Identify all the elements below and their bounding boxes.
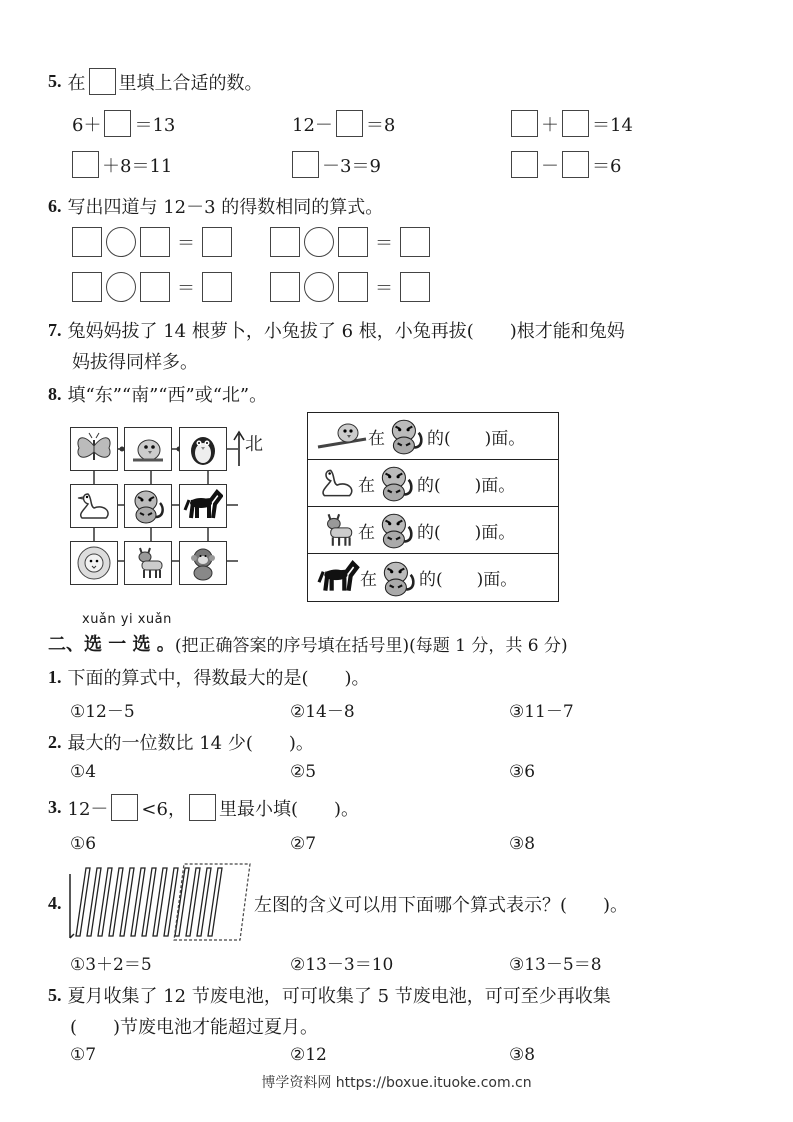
eq-text: ＝14 (592, 114, 633, 136)
question-number: 8. (48, 383, 62, 404)
section2-heading (48, 630, 568, 656)
question-number: 5. (48, 984, 62, 1005)
s2q4-text (254, 891, 628, 917)
answer-box (189, 794, 216, 821)
answer-blank[interactable]: 的( )面。 (417, 522, 516, 543)
operator-circle[interactable] (106, 272, 136, 302)
prompt-text: 兔妈妈拔了 14 根萝卜，小兔拔了 6 根，小兔再拔( )根才能和兔妈 (67, 321, 625, 342)
section-note: (把正确答案的序号填在括号里)(每题 1 分，共 6 分) (174, 635, 568, 656)
north-label: 北 (245, 434, 263, 455)
prompt-text: 在 (67, 72, 86, 94)
goose-icon (70, 484, 118, 528)
option-3[interactable]: ③13－5＝8 (509, 955, 602, 975)
prompt-text: 下面的算式中，得数最大的是( )。 (67, 668, 370, 689)
q6-eq-3 (69, 272, 235, 302)
answer-blank[interactable]: 的( )面。 (427, 428, 526, 449)
answer-box[interactable] (202, 272, 232, 302)
question-number: 2. (48, 731, 62, 752)
option-2[interactable]: ②5 (290, 762, 317, 782)
operator-circle[interactable] (106, 227, 136, 257)
q6-eq-4 (267, 272, 433, 302)
prompt-text: 里最小填( )。 (218, 798, 359, 820)
prompt-text: 妈拔得同样多。 (72, 352, 198, 373)
goat-icon (316, 510, 358, 550)
answer-box[interactable] (562, 151, 589, 178)
answer-box[interactable] (270, 272, 300, 302)
answer-box[interactable] (292, 151, 319, 178)
horse-icon (179, 484, 227, 528)
monkey-icon (179, 541, 227, 585)
answer-box[interactable] (511, 151, 538, 178)
prompt-text: 12－ (67, 798, 109, 820)
q7-line2 (72, 348, 198, 374)
answer-box[interactable] (72, 151, 99, 178)
option-3[interactable]: ③8 (509, 834, 536, 854)
option-2[interactable]: ②13－3＝10 (290, 955, 394, 975)
table-row (308, 460, 558, 507)
tiger-icon (375, 463, 417, 503)
answer-box[interactable] (270, 227, 300, 257)
chick-icon (316, 417, 368, 455)
sticks-icon (68, 862, 254, 942)
row-text: 在 (358, 475, 375, 496)
eq-text: ＝ (177, 233, 195, 254)
option-2[interactable]: ②12 (290, 1045, 327, 1065)
question-number: 5. (48, 71, 62, 91)
operator-circle[interactable] (304, 272, 334, 302)
penguin-icon (179, 427, 227, 471)
butterfly-icon (70, 427, 118, 471)
q8-prompt (48, 381, 267, 407)
option-3[interactable]: ③6 (509, 762, 536, 782)
tiger-icon (377, 558, 419, 598)
question-number: 7. (48, 319, 62, 340)
question-number: 6. (48, 195, 62, 216)
option-2[interactable]: ②14－8 (290, 702, 355, 722)
s2q2-text (48, 729, 314, 755)
table-row (308, 554, 558, 601)
chick-icon (124, 427, 172, 471)
goose-icon (316, 464, 358, 502)
q5-eq-4 (69, 151, 172, 178)
eq-text: ＝13 (134, 114, 176, 136)
q6-eq-1 (69, 227, 235, 257)
eq-text: － (541, 155, 559, 177)
answer-box[interactable] (400, 272, 430, 302)
option-1[interactable]: ①12－5 (70, 702, 135, 722)
s2q3-text (48, 794, 359, 821)
answer-box[interactable] (338, 227, 368, 257)
answer-box[interactable] (336, 110, 363, 137)
answer-blank[interactable]: 的( )面。 (417, 475, 516, 496)
prompt-text: 最大的一位数比 14 少( )。 (67, 733, 314, 754)
eq-text: ＝8 (365, 114, 396, 136)
eq-text: ＝ (375, 278, 393, 299)
answer-box[interactable] (562, 110, 589, 137)
answer-box[interactable] (140, 272, 170, 302)
q5-eq-5 (289, 151, 381, 178)
lion-icon (70, 541, 118, 585)
eq-text: ＝6 (592, 155, 622, 177)
question-number: 4. (48, 893, 62, 913)
horse-icon (316, 559, 360, 597)
s2q5-line2 (70, 1013, 318, 1039)
eq-text: ＋8＝11 (102, 155, 173, 177)
question-number: 1. (48, 666, 62, 687)
row-text: 在 (360, 570, 377, 590)
answer-box[interactable] (400, 227, 430, 257)
question-number: 3. (48, 797, 62, 817)
prompt-text: ( )节废电池才能超过夏月。 (70, 1017, 319, 1038)
answer-box[interactable] (104, 110, 131, 137)
q5-prompt (48, 68, 263, 95)
section-pinyin: xuǎn yi xuǎn (82, 612, 172, 627)
prompt-text: 里填上合适的数。 (118, 72, 263, 94)
option-1[interactable]: ①6 (70, 834, 97, 854)
section-title: 二、选 一 选 。 (48, 634, 175, 655)
option-1[interactable]: ①7 (70, 1045, 97, 1065)
tiger-icon (375, 510, 417, 550)
option-1[interactable]: ①3＋2＝5 (70, 955, 152, 975)
prompt-text: 左图的含义可以用下面哪个算式表示？( )。 (254, 895, 629, 916)
option-2[interactable]: ②7 (290, 834, 317, 854)
q7-line1 (48, 317, 625, 343)
eq-text: －3＝9 (322, 155, 381, 177)
q6-eq-2 (267, 227, 433, 257)
prompt-text: 写出四道与 12－3 的得数相同的算式。 (67, 197, 384, 218)
q5-eq-1 (72, 110, 175, 137)
north-arrow-icon (232, 430, 246, 468)
option-1[interactable]: ①4 (70, 762, 97, 782)
s2q1-text (48, 664, 370, 690)
row-text: 在 (358, 522, 375, 543)
q6-prompt (48, 193, 383, 219)
answer-box[interactable] (72, 227, 102, 257)
eq-text: 12－ (292, 114, 333, 136)
footer-watermark: 博学资料网 https://boxue.ituoke.com.cn (261, 1075, 532, 1091)
answer-box[interactable] (338, 272, 368, 302)
prompt-text: <6， (141, 798, 186, 820)
q5-eq-3 (508, 110, 633, 137)
eq-text: ＋ (541, 114, 559, 136)
q5-eq-6 (508, 151, 621, 178)
s2q5-line1 (48, 982, 611, 1008)
prompt-text: 填“东”“南”“西”或“北”。 (67, 385, 268, 406)
answer-box[interactable] (511, 110, 538, 137)
tiger-icon (124, 484, 172, 528)
option-3[interactable]: ③8 (509, 1045, 536, 1065)
answer-box (111, 794, 138, 821)
eq-text: ＝ (177, 278, 195, 299)
eq-text: 6＋ (72, 114, 102, 136)
prompt-text: 夏月收集了 12 节废电池，可可收集了 5 节废电池，可可至少再收集 (67, 986, 611, 1007)
tiger-icon (385, 416, 427, 456)
answer-box[interactable] (202, 227, 232, 257)
direction-table (307, 412, 559, 602)
answer-box[interactable] (72, 272, 102, 302)
table-row (308, 507, 558, 554)
s2q4-number (48, 893, 68, 914)
row-text: 在 (368, 428, 385, 449)
answer-box[interactable] (140, 227, 170, 257)
operator-circle[interactable] (304, 227, 334, 257)
option-3[interactable]: ③11－7 (509, 702, 574, 722)
eq-text: ＝ (375, 233, 393, 254)
answer-blank[interactable]: 的( )面。 (419, 570, 518, 590)
answer-box (89, 68, 116, 95)
table-row (308, 413, 558, 460)
q5-eq-2 (292, 110, 395, 137)
goat-icon (124, 541, 172, 585)
